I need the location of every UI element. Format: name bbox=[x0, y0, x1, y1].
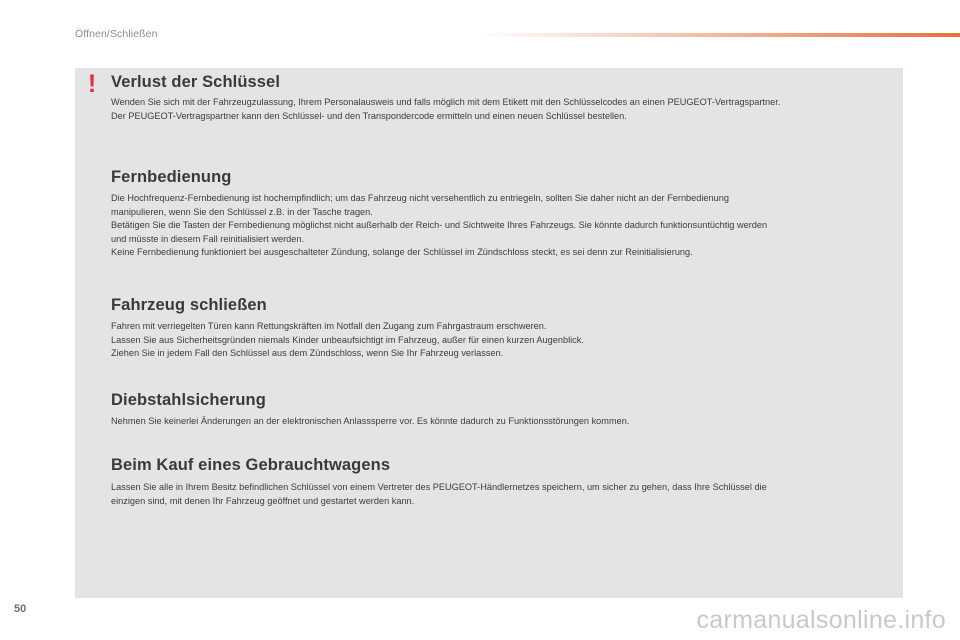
section-body bbox=[111, 96, 891, 123]
text-line: Ziehen Sie in jedem Fall den Schlüssel aus dem Zündschloss, wenn Sie Ihr Fahrzeug verlassen. bbox=[111, 348, 504, 358]
section-heading: Verlust der Schlüssel bbox=[111, 73, 281, 91]
text-line: Die Hochfrequenz-Fernbedienung ist hochempfindlich; um das Fahrzeug nicht versehentlich zu entriegeln, sollten Sie daher nicht an der Fernbedienung bbox=[111, 193, 729, 203]
section-heading: Fernbedienung bbox=[111, 168, 232, 186]
chapter-title: Öffnen/Schließen bbox=[75, 28, 158, 40]
page-number: 50 bbox=[14, 603, 27, 615]
text-line: Keine Fernbedienung funktioniert bei ausgeschalteter Zündung, solange der Schlüssel im Zündschloss steckt, es sei denn zur Reinitialisierung. bbox=[111, 247, 693, 257]
section-used-car-purchase bbox=[111, 455, 891, 508]
section-heading: Fahrzeug schließen bbox=[111, 296, 267, 314]
text-line: Der PEUGEOT-Vertragspartner kann den Schlüssel- und den Transpondercode ermitteln und einen neuen Schlüssel bestellen. bbox=[111, 110, 627, 121]
section-heading: Beim Kauf eines Gebrauchtwagens bbox=[111, 456, 391, 474]
text-line: Lassen Sie alle in Ihrem Besitz befindlichen Schlüssel von einem Vertreter des PEUGEOT-Händlernetzes speichern, um sicher zu gehen, dass Ihre Schlüssel die bbox=[111, 482, 767, 492]
text-line: Betätigen Sie die Tasten der Fernbedienung möglichst nicht außerhalb der Reich- und Sichtweite Ihres Fahrzeugs. Sie könnte dadurch funktionsuntüchtig werden bbox=[111, 220, 768, 230]
warning-icon: ! bbox=[87, 70, 97, 98]
section-body bbox=[111, 192, 891, 260]
section-anti-theft bbox=[111, 390, 891, 429]
text-line: Fahren mit verriegelten Türen kann Rettungskräften im Notfall den Zugang zum Fahrgastraum erschweren. bbox=[111, 321, 547, 331]
section-heading: Diebstahlsicherung bbox=[111, 391, 266, 409]
text-line: Nehmen Sie keinerlei Änderungen an der elektronischen Anlasssperre vor. Es könnte dadurch zu Funktionsstörungen kommen. bbox=[111, 416, 630, 426]
section-body bbox=[111, 415, 891, 429]
watermark-text: carmanualsonline.info bbox=[696, 606, 946, 634]
text-line: einzigen sind, mit denen Ihr Fahrzeug geöffnet und gestartet werden kann. bbox=[111, 495, 415, 506]
text-line: und müsste in diesem Fall reinitialisiert werden. bbox=[111, 233, 305, 244]
text-line: Wenden Sie sich mit der Fahrzeugzulassung, Ihrem Personalausweis und falls möglich mit dem Etikett mit den Schlüsselcodes an einen PEUGEOT-Vertragspartner. bbox=[111, 97, 781, 107]
section-remote-control bbox=[111, 167, 891, 260]
text-line: Lassen Sie aus Sicherheitsgründen niemals Kinder unbeaufsichtigt im Fahrzeug, außer für einen kurzen Augenblick. bbox=[111, 334, 584, 345]
section-locking-vehicle bbox=[111, 295, 891, 361]
text-line: manipulieren, wenn Sie den Schlüssel z.B. in der Tasche tragen. bbox=[111, 206, 373, 217]
section-body bbox=[111, 320, 891, 361]
section-body bbox=[111, 481, 891, 508]
section-key-loss bbox=[111, 72, 891, 123]
header-accent-line bbox=[480, 33, 960, 37]
